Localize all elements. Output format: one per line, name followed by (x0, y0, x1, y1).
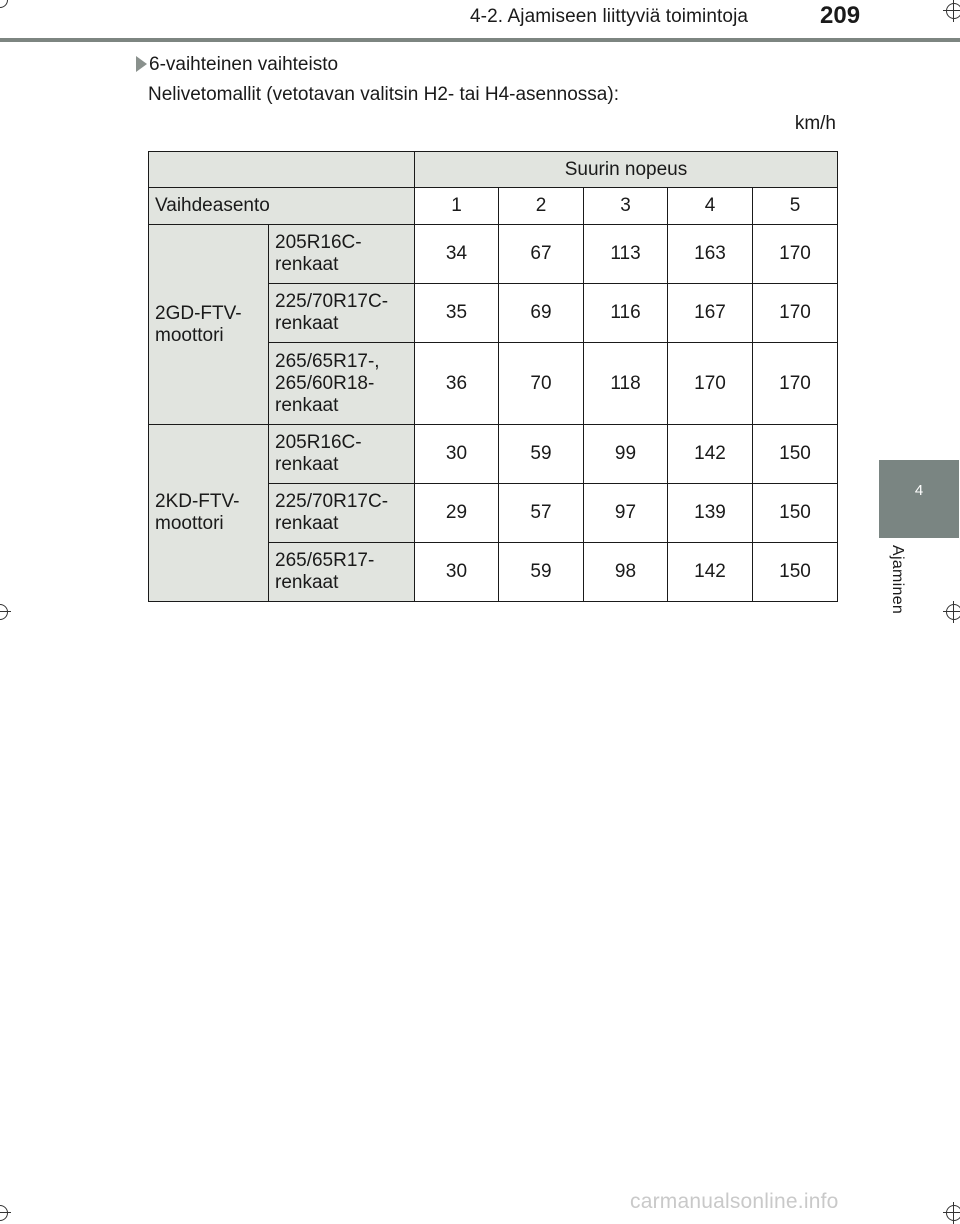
speed-value-cell: 118 (584, 343, 668, 425)
speed-value-cell: 142 (668, 425, 753, 484)
gear-header-cell: 2 (499, 188, 584, 225)
speed-value-cell: 97 (584, 484, 668, 543)
engine-cell: 2GD-FTV- moottori (149, 225, 269, 425)
speed-value-cell: 59 (499, 425, 584, 484)
speed-value-cell: 67 (499, 225, 584, 284)
tire-cell: 225/70R17C- renkaat (269, 484, 415, 543)
chapter-tab (879, 460, 959, 538)
watermark: carmanualsonline.info (630, 1190, 839, 1213)
crop-mark-icon (0, 1202, 11, 1224)
speed-value-cell: 35 (415, 284, 499, 343)
speed-value-cell: 69 (499, 284, 584, 343)
crop-mark-icon (943, 1202, 960, 1224)
speed-value-cell: 98 (584, 543, 668, 602)
speed-value-cell: 150 (753, 484, 838, 543)
max-speed-table (148, 151, 838, 602)
intro-text: Nelivetomallit (vetotavan valitsin H2- tai H4-asennossa): (148, 84, 619, 105)
speed-value-cell: 167 (668, 284, 753, 343)
header-blank-cell (149, 152, 415, 188)
speed-value-cell: 170 (753, 284, 838, 343)
gear-header-cell: 4 (668, 188, 753, 225)
section-heading-text: 6-vaihteinen vaihteisto (149, 54, 339, 75)
gear-position-label: Vaihdeasento (149, 188, 415, 225)
tire-cell: 265/65R17-, 265/60R18- renkaat (269, 343, 415, 425)
speed-value-cell: 170 (753, 343, 838, 425)
speed-value-cell: 34 (415, 225, 499, 284)
speed-value-cell: 30 (415, 425, 499, 484)
speed-value-cell: 29 (415, 484, 499, 543)
speed-value-cell: 70 (499, 343, 584, 425)
speed-value-cell: 116 (584, 284, 668, 343)
tire-cell: 225/70R17C- renkaat (269, 284, 415, 343)
crop-mark-icon (943, 0, 960, 22)
crop-mark-icon (943, 601, 960, 623)
speed-value-cell: 36 (415, 343, 499, 425)
unit-label: km/h (794, 113, 836, 134)
chapter-label: Ajaminen (889, 545, 906, 615)
crop-mark-icon (0, 601, 11, 623)
header-max-speed: Suurin nopeus (415, 152, 838, 188)
speed-value-cell: 170 (753, 225, 838, 284)
gear-header-row (149, 188, 838, 225)
speed-value-cell: 57 (499, 484, 584, 543)
table-row (149, 425, 838, 484)
gear-header-cell: 5 (753, 188, 838, 225)
crop-mark-icon (0, 0, 11, 11)
triangle-bullet-icon (136, 56, 147, 72)
gear-header-cell: 1 (415, 188, 499, 225)
gear-header-cell: 3 (584, 188, 668, 225)
tire-cell: 205R16C- renkaat (269, 425, 415, 484)
speed-value-cell: 113 (584, 225, 668, 284)
table-header-row (149, 152, 838, 188)
tire-cell: 265/65R17- renkaat (269, 543, 415, 602)
running-header: 4-2. Ajamiseen liittyviä toimintoja (470, 6, 749, 27)
speed-value-cell: 150 (753, 543, 838, 602)
table-row (149, 225, 838, 284)
tire-cell: 205R16C- renkaat (269, 225, 415, 284)
speed-value-cell: 150 (753, 425, 838, 484)
section-heading (136, 54, 338, 76)
speed-value-cell: 139 (668, 484, 753, 543)
speed-value-cell: 170 (668, 343, 753, 425)
speed-value-cell: 30 (415, 543, 499, 602)
speed-value-cell: 142 (668, 543, 753, 602)
chapter-number: 4 (914, 482, 924, 499)
engine-cell: 2KD-FTV- moottori (149, 425, 269, 602)
speed-value-cell: 99 (584, 425, 668, 484)
speed-value-cell: 59 (499, 543, 584, 602)
speed-value-cell: 163 (668, 225, 753, 284)
header-divider (0, 38, 960, 42)
page-number: 209 (820, 2, 861, 29)
